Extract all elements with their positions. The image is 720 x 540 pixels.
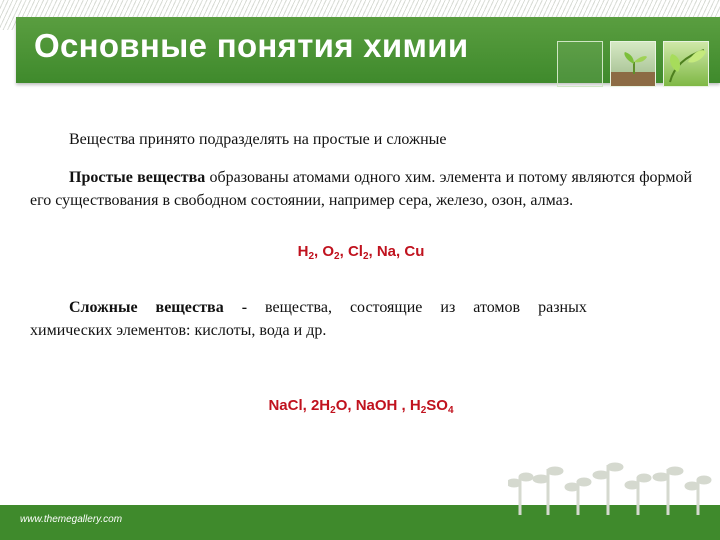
empty-thumbnail-icon xyxy=(557,41,603,87)
complex-line-1: вещества, состоящие из атомов разных xyxy=(265,299,587,316)
simple-substances-paragraph xyxy=(30,166,692,212)
seedling-thumbnail-icon xyxy=(610,41,656,87)
complex-line-2: химических элементов: кислоты, вода и др. xyxy=(30,322,327,339)
main-content xyxy=(30,128,692,422)
complex-dash: - xyxy=(223,299,266,316)
plant-sprout-icon xyxy=(508,455,720,515)
leaf-thumbnail-icon xyxy=(663,41,709,87)
intro-text: Вещества принято подразделять на простые и сложные xyxy=(69,131,447,148)
page-title: Основные понятия химии xyxy=(34,27,469,64)
footer-website-link[interactable]: www.themegallery.com xyxy=(20,514,123,525)
simple-substances-text: образованы атомами одного хим. элемента и потому являются формой его существования в свободном состоянии, например сера, железо, озон, алмаз. xyxy=(30,169,693,209)
complex-substances-term: Сложные вещества xyxy=(69,299,224,316)
complex-formulas: NaCl, $2H_2O$, NaOH , $H_2SO_4$ xyxy=(268,397,454,416)
title-banner xyxy=(16,17,720,83)
complex-substances-paragraph xyxy=(30,296,692,342)
simple-substances-term: Простые вещества xyxy=(69,169,206,186)
simple-formulas: $H_2$, $O_2$, $Cl_2$, Na, Cu xyxy=(297,243,425,262)
